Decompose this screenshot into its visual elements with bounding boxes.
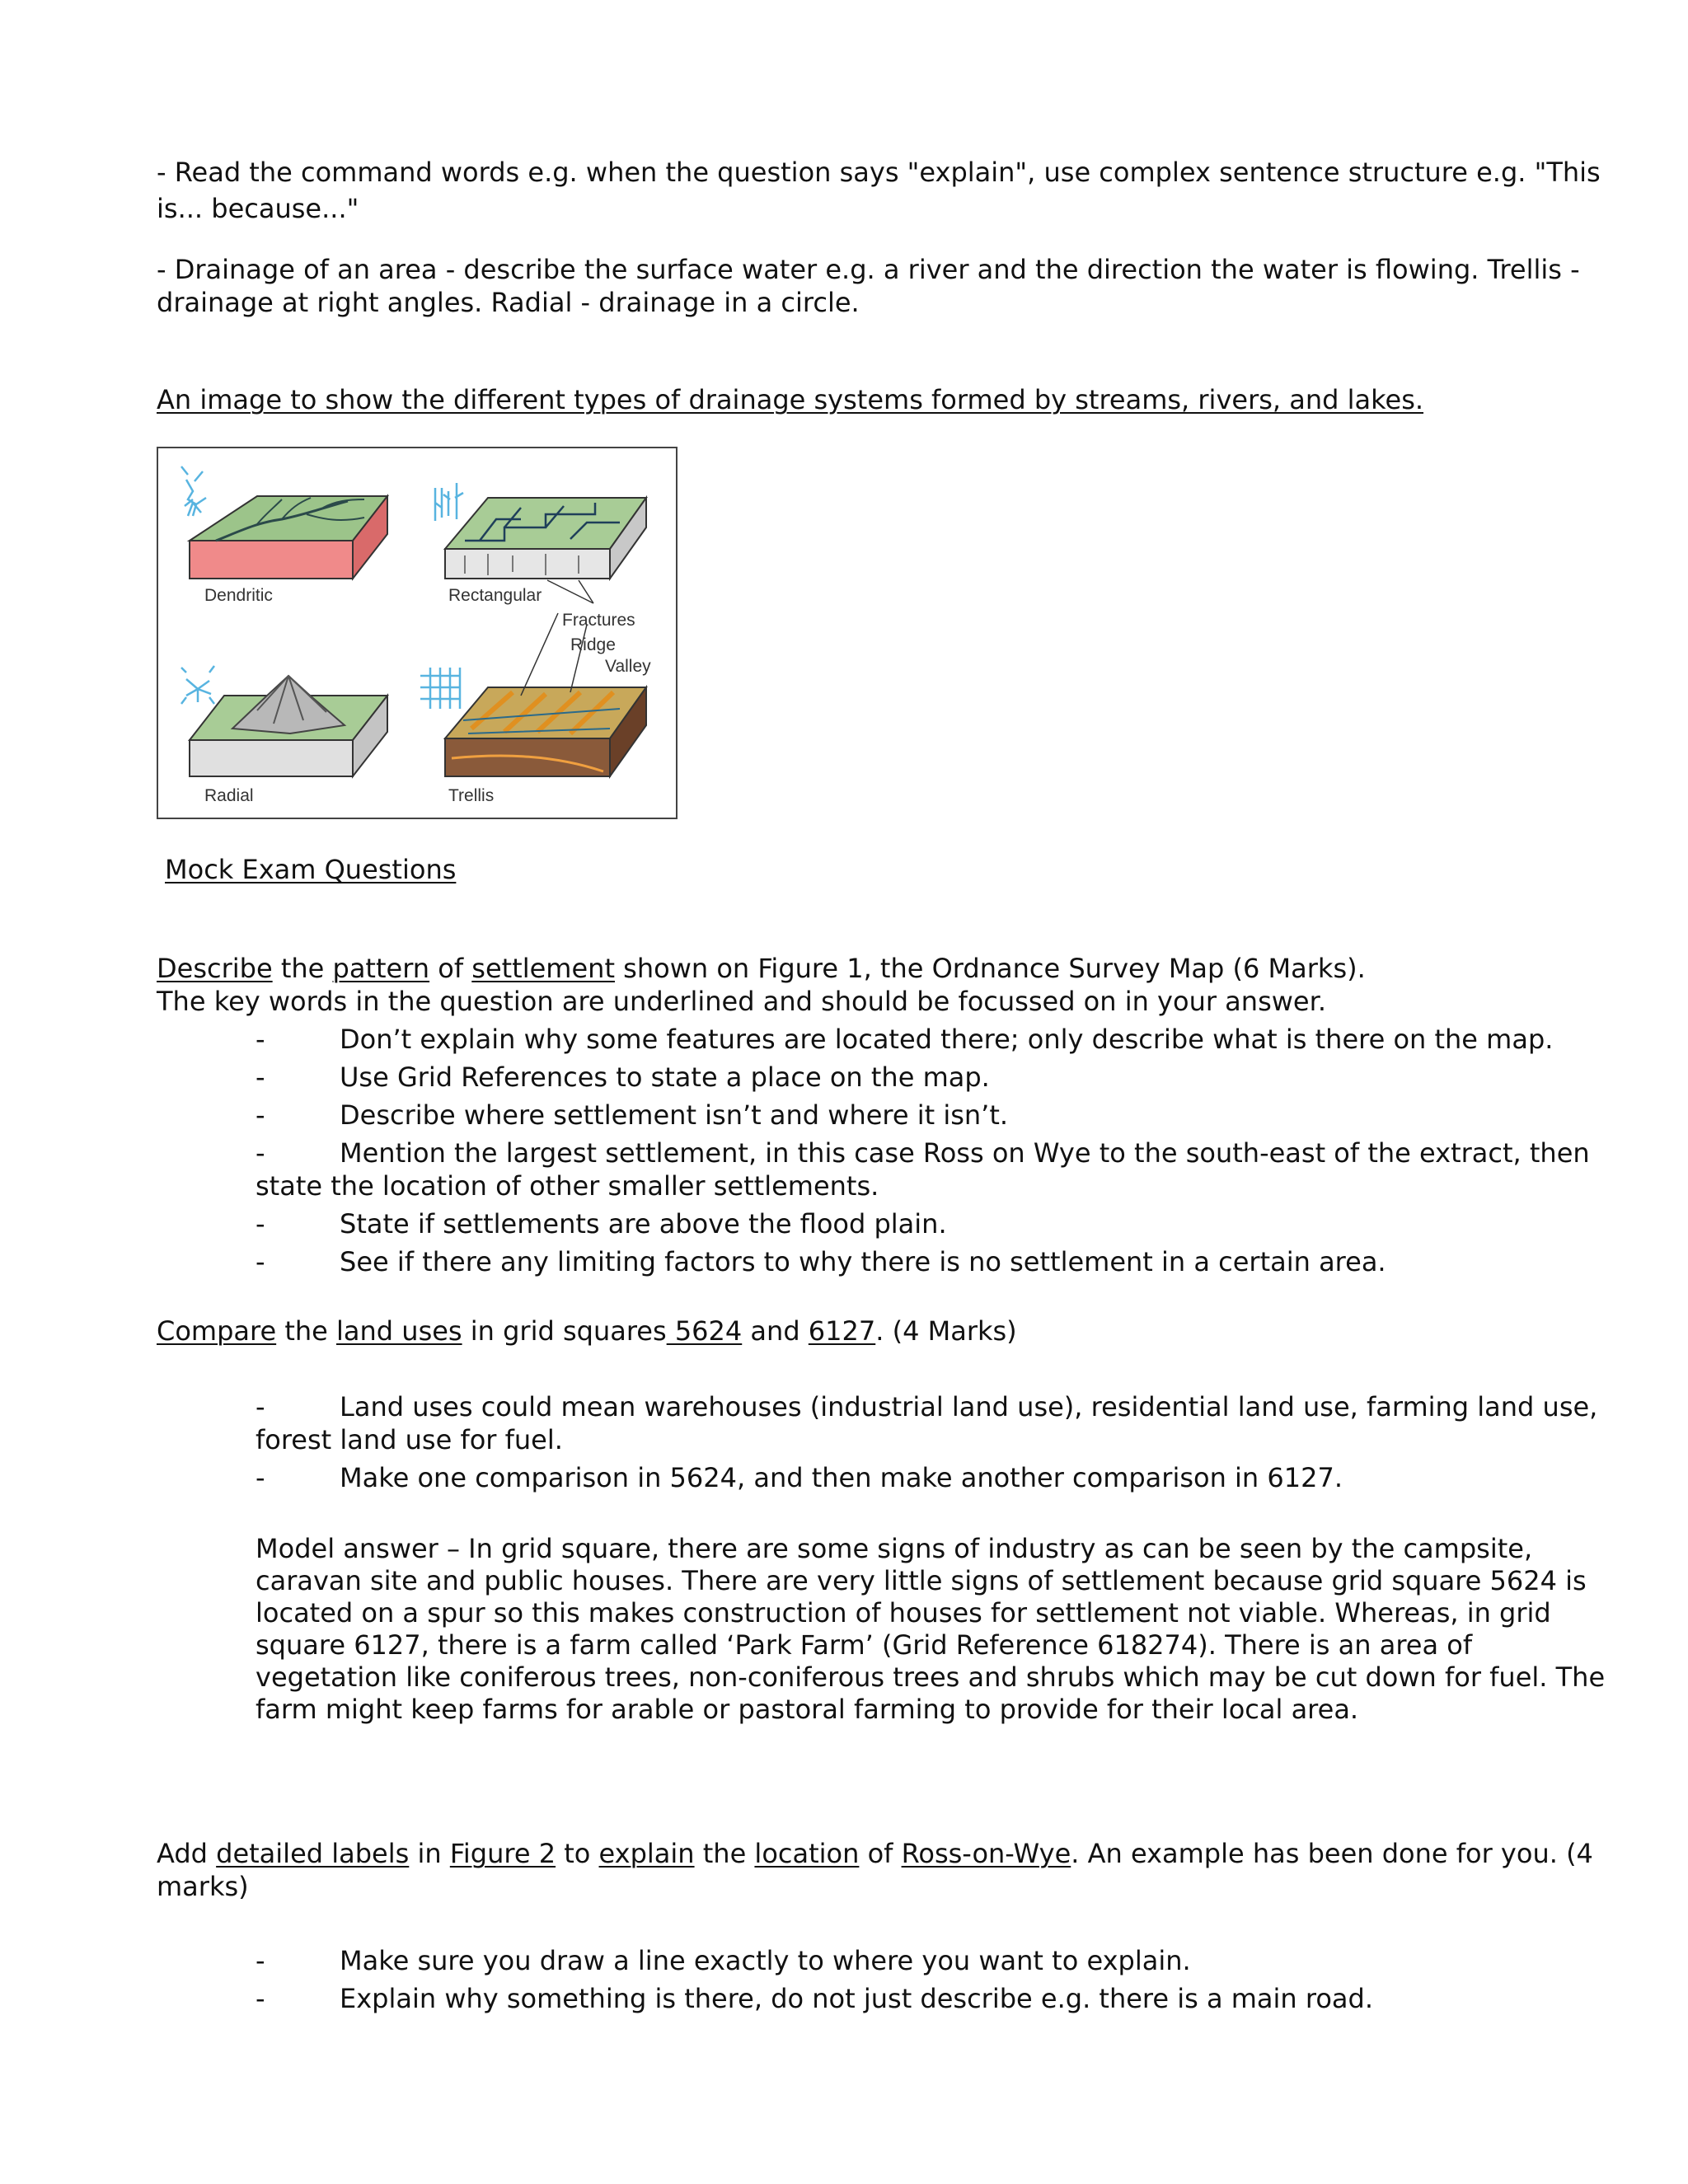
label-radial: Radial — [204, 786, 254, 805]
label-valley: Valley — [605, 657, 651, 676]
bullet-marker: - — [256, 1137, 265, 1169]
bullet-marker: - — [256, 1099, 265, 1131]
q3-bullet-2: Explain why something is there, do not just describe e.g. there is a main road. — [340, 1983, 1373, 2014]
model-answer-line-4: square 6127, there is a farm called ‘Park Farm’ (Grid Reference 618274). There is an area of — [256, 1629, 1473, 1661]
q3-text-5: . An example has been done for you. (4 — [1071, 1838, 1593, 1869]
fractures-leader — [547, 580, 593, 603]
keyword-land-uses: land uses — [336, 1315, 462, 1347]
keyword-ross-on-wye: Ross-on-Wye — [901, 1838, 1071, 1869]
model-answer-line-3: located on a spur so this makes construction of houses for settlement not viable. Whereas, in grid — [256, 1597, 1551, 1629]
question-2-title — [157, 1314, 1017, 1348]
keyword-6127: 6127 — [808, 1315, 876, 1347]
keyword-describe: Describe — [157, 953, 273, 984]
label-rectangular: Rectangular — [448, 586, 542, 605]
label-fractures: Fractures — [562, 611, 635, 630]
q3-text-4: of — [859, 1838, 902, 1869]
q1-text-3: shown on Figure 1, the Ordnance Survey Map (6 Marks). — [614, 953, 1366, 984]
bullet-marker: - — [256, 1391, 265, 1422]
q1-bullet-3: Describe where settlement isn’t and where it isn’t. — [340, 1099, 1009, 1131]
q3-text-3: the — [694, 1838, 755, 1869]
mock-exam-heading: Mock Exam Questions — [165, 854, 457, 885]
intro-command-words-line1: - Read the command words e.g. when the question says "explain", use complex sentence structure e.g. "This — [157, 157, 1601, 188]
question-3-title — [157, 1836, 1593, 1871]
drainage-patterns-diagram — [158, 448, 676, 818]
q2-text-4: . (4 Marks) — [875, 1315, 1017, 1347]
keyword-5624: 5624 — [666, 1315, 743, 1347]
q1-text-2: of — [429, 953, 472, 984]
q1-text-1: the — [272, 953, 333, 984]
model-answer-line-6: farm might keep farms for arable or pastoral farming to provide for their local area. — [256, 1694, 1359, 1725]
bullet-marker: - — [256, 1945, 265, 1976]
question-1-title — [157, 951, 1366, 986]
intro-drainage-line2: drainage at right angles. Radial - drainage in a circle. — [157, 287, 860, 318]
q2-text-2: in grid squares — [462, 1315, 667, 1347]
q1-bullet-1: Don’t explain why some features are located there; only describe what is there on the map. — [340, 1024, 1554, 1055]
label-dendritic: Dendritic — [204, 586, 273, 605]
label-ridge: Ridge — [570, 635, 616, 654]
bullet-marker: - — [256, 1208, 265, 1240]
keyword-compare: Compare — [157, 1315, 277, 1347]
model-answer-line-2: caravan site and public houses. There are very little signs of settlement because grid square 5624 is — [256, 1565, 1587, 1596]
q2-text-1: the — [276, 1315, 337, 1347]
q1-bullet-4-continued: state the location of other smaller settlements. — [256, 1170, 879, 1202]
q2-bullet-1: Land uses could mean warehouses (industrial land use), residential land use, farming land use, — [340, 1391, 1598, 1422]
bullet-marker: - — [256, 1462, 265, 1493]
q1-bullet-6: See if there any limiting factors to why there is no settlement in a certain area. — [340, 1246, 1386, 1277]
dendritic-block — [181, 466, 387, 579]
q2-bullet-2: Make one comparison in 5624, and then make another comparison in 6127. — [340, 1462, 1343, 1493]
model-answer-line-1: Model answer – In grid square, there are some signs of industry as can be seen by the campsite, — [256, 1533, 1533, 1564]
q3-text-0: Add — [157, 1838, 217, 1869]
keyword-settlement: settlement — [471, 953, 615, 984]
intro-command-words-line2: is... because..." — [157, 193, 359, 224]
drainage-patterns-figure — [157, 447, 678, 819]
question-3-title-line2: marks) — [157, 1871, 249, 1902]
rectangular-block — [435, 483, 646, 579]
question-1-note: The key words in the question are underlined and should be focussed on in your answer. — [157, 986, 1326, 1017]
q3-text-1: in — [409, 1838, 450, 1869]
bullet-marker: - — [256, 1246, 265, 1277]
q1-bullet-2: Use Grid References to state a place on the map. — [340, 1062, 990, 1093]
q3-text-2: to — [556, 1838, 599, 1869]
figure-caption: An image to show the different types of drainage systems formed by streams, rivers, and lakes. — [157, 384, 1424, 415]
model-answer-line-5: vegetation like coniferous trees, non-coniferous trees and shrubs which may be cut down for fuel. The — [256, 1661, 1606, 1693]
q2-text-3: and — [742, 1315, 809, 1347]
q1-bullet-4: Mention the largest settlement, in this case Ross on Wye to the south-east of the extract, then — [340, 1137, 1590, 1169]
label-trellis: Trellis — [448, 786, 495, 805]
intro-drainage-line1: - Drainage of an area - describe the surface water e.g. a river and the direction the water is flowing. Trellis - — [157, 254, 1580, 285]
keyword-detailed-labels: detailed labels — [216, 1838, 410, 1869]
q3-bullet-1: Make sure you draw a line exactly to where you want to explain. — [340, 1945, 1191, 1976]
keyword-figure-2: Figure 2 — [449, 1838, 556, 1869]
bullet-marker: - — [256, 1983, 265, 2014]
bullet-marker: - — [256, 1062, 265, 1093]
bullet-marker: - — [256, 1024, 265, 1055]
radial-block — [181, 666, 387, 776]
keyword-explain: explain — [598, 1838, 695, 1869]
q2-bullet-1-continued: forest land use for fuel. — [256, 1424, 563, 1455]
keyword-location: location — [754, 1838, 860, 1869]
q1-bullet-5: State if settlements are above the flood plain. — [340, 1208, 947, 1240]
keyword-pattern: pattern — [332, 953, 430, 984]
